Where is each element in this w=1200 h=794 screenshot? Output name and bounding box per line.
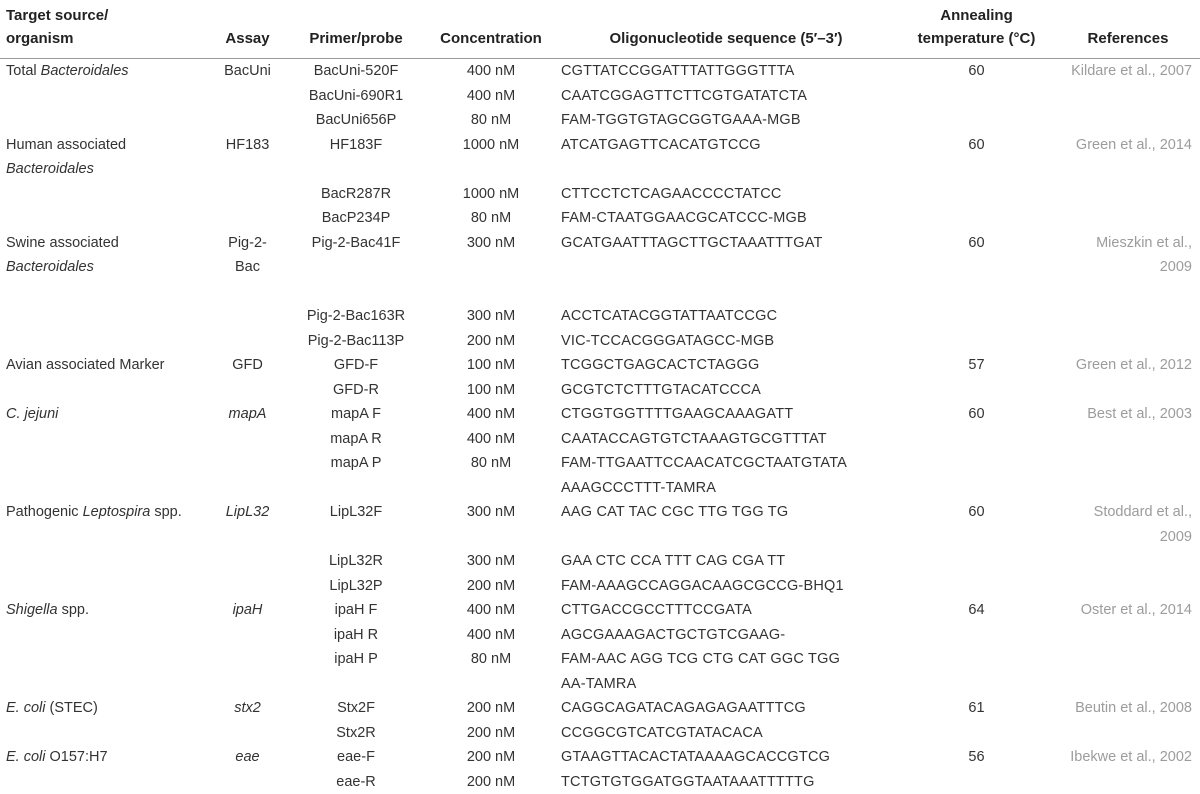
primer-cell: LipL32F <box>285 500 427 549</box>
concentration-cell: 80 nM <box>427 647 555 696</box>
assay-cell: HF183 <box>210 133 285 158</box>
concentration-cell: 400 nM <box>427 427 555 452</box>
target-cell: Shigella spp. <box>0 598 210 623</box>
sequence-cell: CTTGACCGCCTTTCCGATA <box>555 598 897 623</box>
primer-cell: BacUni-520F <box>285 59 427 84</box>
sequence-cell: GAA CTC CCA TTT CAG CGA TT <box>555 549 897 574</box>
sequence-cell: AAG CAT TAC CGC TTG TGG TG <box>555 500 897 549</box>
primer-cell: GFD-F <box>285 353 427 378</box>
table-row <box>0 427 1200 452</box>
concentration-cell: 200 nM <box>427 574 555 599</box>
table-row <box>0 696 1200 721</box>
table-row <box>0 182 1200 207</box>
assay-cell: BacUni <box>210 59 285 84</box>
primer-cell: ipaH P <box>285 647 427 696</box>
sequence-cell: FAM-AAAGCCAGGACAAGCGCCG-BHQ1 <box>555 574 897 599</box>
sequence-cell: CAATACCAGTGTCTAAAGTGCGTTTAT <box>555 427 897 452</box>
temperature-cell: 60 <box>897 402 1056 427</box>
primer-cell: BacP234P <box>285 206 427 231</box>
concentration-cell: 200 nM <box>427 329 555 354</box>
concentration-cell: 400 nM <box>427 402 555 427</box>
sequence-cell: CAATCGGAGTTCTTCGTGATATCTA <box>555 84 897 109</box>
sequence-cell: CTGGTGGTTTTGAAGCAAAGATT <box>555 402 897 427</box>
concentration-cell: 200 nM <box>427 745 555 770</box>
temperature-cell: 60 <box>897 500 1056 549</box>
assay-cell: GFD <box>210 353 285 378</box>
assay-cell: mapA <box>210 402 285 427</box>
header-assay: Assay <box>210 0 285 59</box>
concentration-cell: 200 nM <box>427 770 555 794</box>
primer-cell: Stx2R <box>285 721 427 746</box>
sequence-cell: CAGGCAGATACAGAGAGAATTTCG <box>555 696 897 721</box>
primer-cell: mapA R <box>285 427 427 452</box>
concentration-cell: 400 nM <box>427 623 555 648</box>
concentration-cell: 80 nM <box>427 206 555 231</box>
temperature-cell: 64 <box>897 598 1056 623</box>
table-row <box>0 647 1200 696</box>
table-row <box>0 206 1200 231</box>
primer-cell: eae-F <box>285 745 427 770</box>
temperature-cell: 60 <box>897 133 1056 158</box>
concentration-cell: 400 nM <box>427 59 555 84</box>
header-sequence: Oligonucleotide sequence (5′–3′) <box>555 0 897 59</box>
table-row <box>0 304 1200 329</box>
header-concentration: Concentration <box>427 0 555 59</box>
primer-cell: HF183F <box>285 133 427 158</box>
reference-cell: Green et al., 2012 <box>1056 353 1200 378</box>
reference-cell: Stoddard et al., 2009 <box>1056 500 1200 549</box>
assay-cell: ipaH <box>210 598 285 623</box>
concentration-cell: 300 nM <box>427 549 555 574</box>
sequence-cell: TCGGCTGAGCACTCTAGGG <box>555 353 897 378</box>
sequence-cell: AGCGAAAGACTGCTGTCGAAG- <box>555 623 897 648</box>
assay-cell: LipL32 <box>210 500 285 549</box>
primer-cell: BacUni656P <box>285 108 427 133</box>
table-row <box>0 378 1200 403</box>
reference-cell: Kildare et al., 2007 <box>1056 59 1200 84</box>
sequence-cell: ACCTCATACGGTATTAATCCGC <box>555 304 897 329</box>
header-primer: Primer/probe <box>285 0 427 59</box>
concentration-cell: 1000 nM <box>427 182 555 207</box>
primer-cell: BacUni-690R1 <box>285 84 427 109</box>
table-row <box>0 108 1200 133</box>
target-cell: Pathogenic Leptospira spp. <box>0 500 210 549</box>
assay-cell: stx2 <box>210 696 285 721</box>
sequence-cell: GCATGAATTTAGCTTGCTAAATTTGAT <box>555 231 897 280</box>
primer-cell: Pig-2-Bac41F <box>285 231 427 280</box>
header-target: Target source/ organism <box>0 0 210 59</box>
primer-cell: Pig-2-Bac113P <box>285 329 427 354</box>
primer-cell: GFD-R <box>285 378 427 403</box>
table-row <box>0 745 1200 770</box>
concentration-cell: 80 nM <box>427 451 555 500</box>
primer-cell: mapA P <box>285 451 427 500</box>
table-row <box>0 231 1200 280</box>
concentration-cell: 1000 nM <box>427 133 555 158</box>
primer-cell: LipL32R <box>285 549 427 574</box>
primer-cell: Pig-2-Bac163R <box>285 304 427 329</box>
primer-cell: ipaH R <box>285 623 427 648</box>
sequence-cell: ATCATGAGTTCACATGTCCG <box>555 133 897 158</box>
sequence-cell: TCTGTGTGGATGGTAATAAATTTTTG <box>555 770 897 794</box>
primer-cell: LipL32P <box>285 574 427 599</box>
reference-cell: Ibekwe et al., 2002 <box>1056 745 1200 770</box>
target-cell: Swine associated Bacteroidales <box>0 231 210 305</box>
table-row <box>0 574 1200 599</box>
table-row <box>0 451 1200 500</box>
reference-cell: Green et al., 2014 <box>1056 133 1200 158</box>
table-row <box>0 59 1200 84</box>
table-row <box>0 329 1200 354</box>
concentration-cell: 100 nM <box>427 353 555 378</box>
concentration-cell: 300 nM <box>427 231 555 280</box>
sequence-cell: CCGGCGTCATCGTATACACA <box>555 721 897 746</box>
target-cell: Total Bacteroidales <box>0 59 210 84</box>
sequence-cell: CGTTATCCGGATTTATTGGGTTTA <box>555 59 897 84</box>
temperature-cell: 57 <box>897 353 1056 378</box>
assay-cell: eae <box>210 745 285 770</box>
target-cell: E. coli (STEC) <box>0 696 210 721</box>
table-row <box>0 623 1200 648</box>
table-row <box>0 84 1200 109</box>
concentration-cell: 80 nM <box>427 108 555 133</box>
table-row <box>0 721 1200 746</box>
table-row <box>0 770 1200 794</box>
sequence-cell: FAM-AAC AGG TCG CTG CAT GGC TGG AA-TAMRA <box>555 647 897 696</box>
primer-cell: eae-R <box>285 770 427 794</box>
table-row <box>0 353 1200 378</box>
reference-cell: Mieszkin et al., 2009 <box>1056 231 1200 280</box>
reference-cell: Beutin et al., 2008 <box>1056 696 1200 721</box>
primer-cell: BacR287R <box>285 182 427 207</box>
temperature-cell: 56 <box>897 745 1056 770</box>
concentration-cell: 100 nM <box>427 378 555 403</box>
temperature-cell: 60 <box>897 59 1056 84</box>
reference-cell: Oster et al., 2014 <box>1056 598 1200 623</box>
concentration-cell: 200 nM <box>427 721 555 746</box>
concentration-cell: 200 nM <box>427 696 555 721</box>
table-row <box>0 549 1200 574</box>
target-cell: C. jejuni <box>0 402 210 427</box>
sequence-cell: FAM-TGGTGTAGCGGTGAAA-MGB <box>555 108 897 133</box>
reference-cell: Best et al., 2003 <box>1056 402 1200 427</box>
table-row <box>0 402 1200 427</box>
concentration-cell: 400 nM <box>427 598 555 623</box>
concentration-cell: 300 nM <box>427 304 555 329</box>
table-row <box>0 133 1200 158</box>
sequence-cell: GCGTCTCTTTGTACATCCCA <box>555 378 897 403</box>
primer-cell: Stx2F <box>285 696 427 721</box>
concentration-cell: 300 nM <box>427 500 555 549</box>
temperature-cell: 61 <box>897 696 1056 721</box>
temperature-cell: 60 <box>897 231 1056 280</box>
header-references: References <box>1056 0 1200 59</box>
header-annealing: Annealing temperature (°C) <box>897 0 1056 59</box>
target-cell: Avian associated Marker <box>0 353 210 378</box>
target-cell: Human associated Bacteroidales <box>0 133 210 182</box>
assay-cell: Pig-2-Bac <box>210 231 285 280</box>
sequence-cell: FAM-TTGAATTCCAACATCGCTAATGTATA AAAGCCCTTT-TAMRA <box>555 451 897 500</box>
sequence-cell: VIC-TCCACGGGATAGCC-MGB <box>555 329 897 354</box>
table-row <box>0 500 1200 549</box>
sequence-cell: GTAAGTTACACTATAAAAGCACCGTCG <box>555 745 897 770</box>
table-row <box>0 598 1200 623</box>
sequence-cell: FAM-CTAATGGAACGCATCCC-MGB <box>555 206 897 231</box>
concentration-cell: 400 nM <box>427 84 555 109</box>
primer-cell: mapA F <box>285 402 427 427</box>
header-row <box>0 0 1200 59</box>
sequence-cell: CTTCCTCTCAGAACCCCTATCC <box>555 182 897 207</box>
target-cell: E. coli O157:H7 <box>0 745 210 770</box>
primer-cell: ipaH F <box>285 598 427 623</box>
